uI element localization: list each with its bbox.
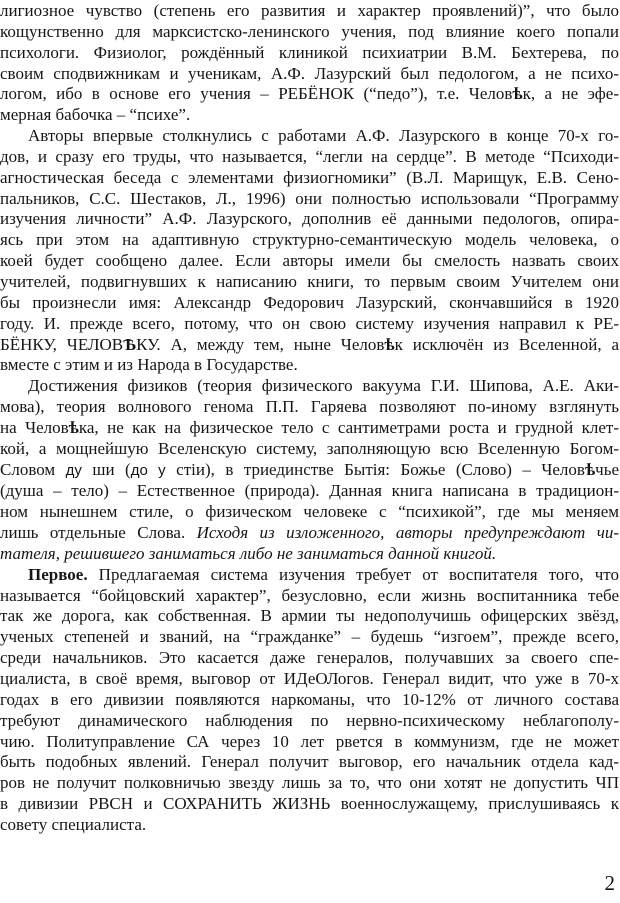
text-line xyxy=(0,355,620,376)
text-segment: учителей, подвигнувших к написанию книги, то первым своим Учителем они xyxy=(0,271,619,291)
text-segment: ши ( xyxy=(81,459,131,479)
text-line xyxy=(0,481,620,502)
text-segment: на Челов xyxy=(0,417,69,437)
paragraph xyxy=(0,376,620,565)
text-segment: кой, а мощнейшую Вселенскую систему, заполняющую всю Вселенную Богом- xyxy=(0,438,619,458)
text-line xyxy=(0,105,620,126)
text-line xyxy=(0,22,620,43)
page-number: 2 xyxy=(604,871,615,895)
text-line xyxy=(0,752,620,773)
text-line xyxy=(0,314,620,335)
text-segment: мерная бабочка – “психе”. xyxy=(0,105,191,125)
text-line xyxy=(0,168,620,189)
text-segment: лигиозное чувство (степень его развития и характер проявлений)”, что было xyxy=(0,1,619,20)
text-segment: к, а не эфе- xyxy=(522,84,619,104)
text-segment: ученых степеней и званий, на “гражданке” – будешь “изгоем”, прежде всего, xyxy=(0,627,619,647)
text-segment: требуют динамического наблюдения по нервно-психическому неблагополу- xyxy=(0,710,619,730)
text-segment: ка, не как на физическое тело с сантиметрами роста и грудной клет- xyxy=(78,417,619,437)
text-segment: вместе с этим и из Народа в Государстве. xyxy=(0,355,298,375)
text-line xyxy=(0,732,620,753)
text-segment: ров не получит полковничью звезду лишь за то, что они хотят не допустить ЧП xyxy=(0,773,619,793)
text-line xyxy=(0,64,620,85)
text-segment: (душа – тело) – Естественное (природа). Данная книга написана в традицион- xyxy=(0,481,619,501)
text-line xyxy=(0,544,620,565)
text-segment: к исключён из Вселенной, а xyxy=(394,334,619,354)
text-line xyxy=(0,523,620,544)
text-segment: своим сподвижникам и ученикам, А.Ф. Лазурский был педологом, а не психо- xyxy=(0,63,619,83)
text-line xyxy=(0,606,620,627)
text-segment: ду xyxy=(65,461,82,479)
text-segment: чию. Политуправление СА через 10 лет рвется в коммунизм, где не может xyxy=(0,731,619,751)
text-segment: Достижения физиков (теория физического вакуума Г.И. Шипова, А.Е. Аки- xyxy=(28,376,619,396)
text-segment: БЁНКУ, ЧЕЛОВ xyxy=(0,334,124,354)
text-segment: до у xyxy=(130,461,166,479)
text-segment: коей будет сообщено далее. Если авторы имели бы смелость назвать своих xyxy=(0,251,619,271)
text-line xyxy=(0,586,620,607)
text-line xyxy=(0,84,620,105)
paragraph xyxy=(0,565,620,836)
text-line xyxy=(0,126,620,147)
text-line xyxy=(0,1,620,22)
text-line xyxy=(0,690,620,711)
text-line xyxy=(0,460,620,482)
text-line xyxy=(0,711,620,732)
text-segment: Исходя из изложенного, авторы предупреждают чи- xyxy=(196,523,619,543)
text-segment: логом, ибо в основе его учения – РЕБЁНОК (“педо”), т.е. Челов xyxy=(0,84,513,104)
text-segment: Словом xyxy=(0,459,66,479)
text-segment: в дивизии РВСН и СОХРАНИТЬ ЖИЗНЬ военнослужащему, прислушиваясь к xyxy=(0,794,619,814)
text-line xyxy=(0,773,620,794)
text-line xyxy=(0,209,620,230)
text-line xyxy=(0,648,620,669)
text-segment: Предлагаемая система изучения требует от воспитателя того, что xyxy=(87,564,619,584)
text-line xyxy=(0,397,620,418)
text-segment: ѣ xyxy=(384,334,395,354)
text-segment: тателя, решившего заниматься либо не заниматься данной книгой. xyxy=(0,543,497,563)
text-line xyxy=(0,794,620,815)
text-segment: среди начальников. Это касается даже генералов, получавших за своего спе- xyxy=(0,648,619,668)
text-segment: циалиста, в своё время, выговор от ИДеОЛогов. Генерал видит, что уже в 70-х xyxy=(0,669,619,688)
text-segment: ном нынешнем стиле, о физическом человеке с “психикой”, где мы меняем xyxy=(0,502,619,522)
text-segment: Первое. xyxy=(28,564,88,584)
text-line xyxy=(0,439,620,460)
text-line xyxy=(0,565,620,586)
text-segment: совету специалиста. xyxy=(0,814,147,834)
text-segment: быть подобных явлений. Генерал получит выговор, его начальник отдела кад- xyxy=(0,752,619,772)
text-line xyxy=(0,376,620,397)
text-segment: лишь отдельные Слова. xyxy=(0,523,197,543)
text-segment: стіи), в триединстве Бытія: Божье (Слово) – Челов xyxy=(165,459,585,479)
text-line xyxy=(0,418,620,439)
text-segment: бы произнесли имя: Александр Федорович Лазурский, скончавшийся в 1920 xyxy=(0,292,619,312)
text-segment: Ѣ xyxy=(123,334,137,354)
text-segment: КУ. А, между тем, ныне Челов xyxy=(136,334,385,354)
text-line xyxy=(0,627,620,648)
text-segment: ясь при этом на адаптивную структурно-семантическую модель человека, о xyxy=(0,230,619,250)
text-segment: ѣ xyxy=(512,84,523,104)
paragraph xyxy=(0,1,620,126)
text-segment: ѣ xyxy=(584,459,596,479)
text-line xyxy=(0,669,620,690)
text-line xyxy=(0,189,620,210)
text-segment: ѣ xyxy=(68,417,79,437)
text-line xyxy=(0,335,620,356)
text-segment: изучения личности” А.Ф. Лазурского, дополнив её данными педологов, опира- xyxy=(0,209,619,229)
text-line xyxy=(0,272,620,293)
text-segment: Авторы впервые столкнулись с работами А.Ф. Лазурского в конце 70-х го- xyxy=(28,126,619,146)
text-segment: кощунственно для марксистско-ленинского учения, под влияние коего попали xyxy=(0,21,619,41)
text-line xyxy=(0,502,620,523)
text-line xyxy=(0,815,620,836)
text-segment: пальников, С.С. Шестаков, Л., 1996) они полностью использовали “Программу xyxy=(0,188,619,208)
text-line xyxy=(0,293,620,314)
text-line xyxy=(0,147,620,168)
text-segment: психологи. Физиолог, рождённый клиникой психиатрии В.М. Бехтерева, по xyxy=(0,42,619,62)
text-line xyxy=(0,230,620,251)
text-line xyxy=(0,251,620,272)
text-segment: годах в его дивизии появляются наркоманы, что 10-12% от личного состава xyxy=(0,689,619,709)
text-segment: чье xyxy=(595,459,619,479)
text-segment: году. И. прежде всего, потому, что он свою систему изучения направил к РЕ- xyxy=(0,313,619,333)
text-segment: так же дорога, как собственная. В армии ты недополучишь офицерских звёзд, xyxy=(0,606,619,626)
text-segment: мова), теория волнового генома П.П. Гаряева позволяют по-иному взглянуть xyxy=(0,397,619,417)
text-line xyxy=(0,43,620,64)
text-segment: называется “бойцовский характер”, безусловно, если жизнь воспитанника тебе xyxy=(0,585,619,605)
text-segment: агностическая беседа с элементами физиогномики” (В.Л. Марищук, Е.В. Сено- xyxy=(0,167,619,187)
text-segment: дов, и сразу его труды, что называется, “легли на сердце”. В методе “Психоди- xyxy=(0,146,619,166)
paragraph xyxy=(0,126,620,376)
